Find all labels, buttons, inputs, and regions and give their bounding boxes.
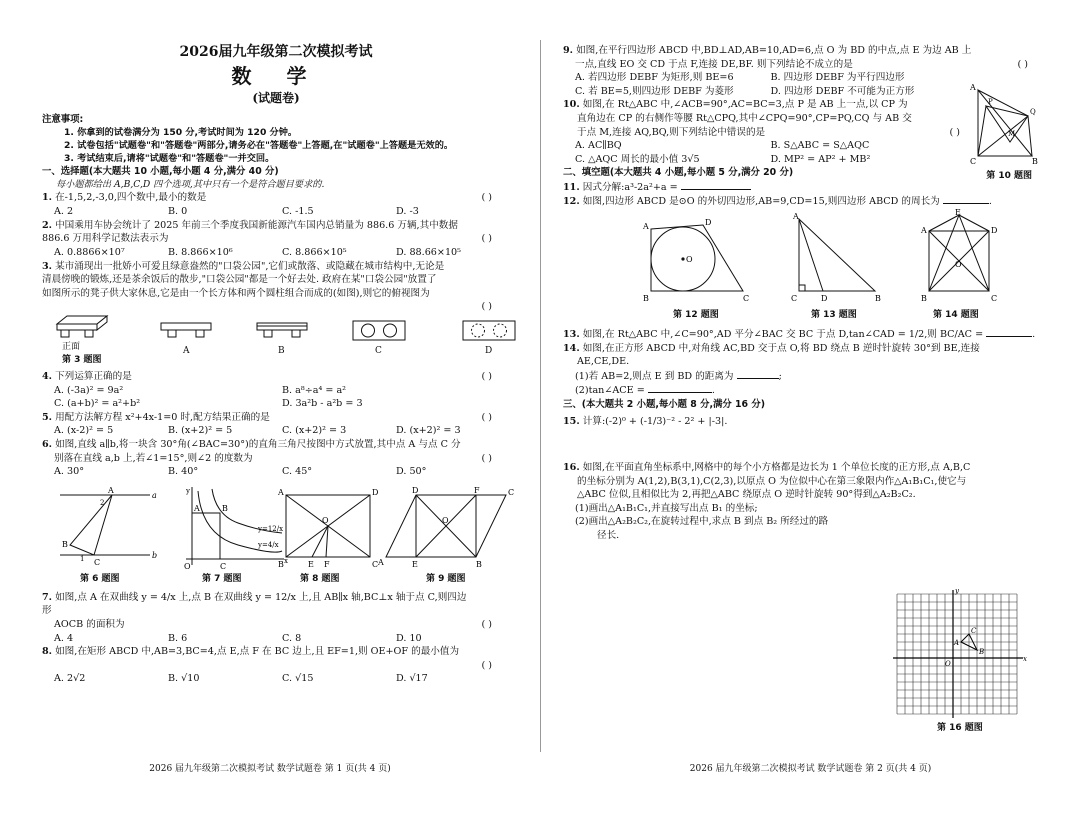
option-b: B. 0 — [168, 206, 188, 218]
answer-blank[interactable] — [737, 369, 779, 379]
option-d: D. MP² = AP² + MB² — [770, 153, 871, 165]
answer-paren: ( ) — [481, 301, 492, 313]
svg-text:C: C — [743, 294, 750, 304]
figure-caption: 第 3 题图 — [62, 354, 102, 365]
option-d: D. 四边形 DEBF 不可能为正方形 — [770, 85, 915, 97]
svg-text:y=4/x: y=4/x — [258, 540, 279, 549]
section-2-heading: 二、填空题(本大题共 4 小题,每小题 5 分,满分 20 分) — [563, 167, 794, 179]
page-footer: 2026 届九年级第二次模拟考试 数学试题卷 第 2 页(共 4 页) — [689, 764, 932, 775]
answer-paren: ( ) — [481, 370, 492, 382]
figure-caption: 第 16 题图 — [937, 723, 983, 733]
question-15: 15. 计算:(-2)⁰ + (-1/3)⁻² - 2² + |-3|. — [563, 416, 728, 428]
question-5: 5. 用配方法解方程 x²+4x-1=0 时,配方结果正确的是 ( ) — [42, 411, 492, 423]
svg-text:y=12/x: y=12/x — [258, 524, 284, 533]
question-5-options — [42, 424, 510, 438]
option-b: B. 8.866×10⁶ — [168, 246, 233, 258]
figure-caption: 第 13 题图 — [811, 310, 857, 321]
svg-text:B: B — [875, 294, 881, 304]
figure-9 — [376, 485, 516, 569]
question-14-part-1: (1)若 AB=2,则点 E 到 BD 的距离为 ; — [575, 370, 782, 382]
answer-blank[interactable] — [648, 383, 712, 393]
choice-c-figure — [352, 320, 406, 342]
notice-item: 1. 你拿到的试卷满分为 150 分,考试时间为 120 分钟。 — [64, 126, 298, 138]
svg-text:C: C — [991, 294, 998, 304]
option-b: B. √10 — [168, 673, 200, 685]
answer-paren: ( ) — [481, 659, 492, 671]
svg-text:E: E — [308, 559, 314, 569]
grid-label: x — [1023, 655, 1027, 663]
option-b: B. S△ABC = S△AQC — [770, 140, 870, 152]
svg-text:A: A — [793, 212, 799, 222]
question-8: 8. 如图,在矩形 ABCD 中,AB=3,BC=4,点 E,点 F 在 BC 边上,且 EF=1,则 OE+OF 的最小值为 — [42, 646, 460, 658]
svg-text:B: B — [476, 559, 482, 569]
figure-13 — [791, 212, 891, 304]
section-3-heading: 三、(本大题共 2 小题,每小题 8 分,满分 16 分) — [563, 399, 765, 411]
figure-6 — [50, 485, 160, 569]
figure-16-grid — [891, 587, 1031, 726]
answer-paren: ( ) — [481, 411, 492, 423]
question-7-options — [42, 632, 510, 646]
option-b: B. a⁸÷a⁴ = a² — [282, 384, 347, 396]
grid-label: B — [979, 648, 985, 656]
svg-text:b: b — [152, 550, 158, 560]
figures-12-14 — [563, 209, 1046, 327]
question-10: 10. 如图,在 Rt△ABC 中,∠ACB=90°,AC=BC=3,点 P 是 AB 上一点,以 CP 为 直角边在 CP 的右侧作等腰 Rt△CPQ,其中∠CPQ=90°,CP=PQ,CQ 与 AB 交 于点 M,连接 AQ,BQ,则下列结论中错误的是 ( ) A. AC∥BQ B. S△ABC = S△AQC C. △AQC 周长的最小值 3√5 D. MP² = AP² + MB² A P Q M C B 第 10 题图 — [563, 98, 1046, 166]
question-14: 14. 如图,在正方形 ABCD 中,对角线 AC,BD 交于点 O,将 BD 绕点 B 逆时针旋转 30°到 BE,连接 — [563, 342, 980, 354]
figure-caption: 第 7 题图 — [202, 573, 242, 584]
svg-text:2: 2 — [100, 498, 105, 507]
question-10-options — [563, 139, 966, 166]
svg-text:a: a — [152, 490, 157, 500]
figure-12 — [643, 218, 753, 304]
option-a: A. 30° — [54, 466, 85, 478]
svg-text:D: D — [412, 485, 419, 495]
svg-text:C: C — [970, 157, 977, 167]
question-4-options — [42, 384, 510, 411]
question-1: 1. 在-1,5,2,-3,0,四个数中,最小的数是 ( ) — [42, 192, 492, 204]
option-a: A. 0.8866×10⁷ — [54, 246, 125, 258]
option-a: A. AC∥BQ — [575, 140, 622, 152]
svg-text:O: O — [322, 515, 329, 525]
paper-type: (试题卷) — [252, 90, 300, 105]
figure-caption: 第 6 题图 — [80, 573, 120, 584]
svg-text:A: A — [921, 226, 927, 236]
svg-text:B: B — [222, 503, 228, 513]
section-1-hint: 每小题都给出 A,B,C,D 四个选项,其中只有一个是符合题目要求的. — [56, 179, 325, 191]
answer-blank[interactable] — [943, 194, 989, 204]
svg-text:B: B — [278, 559, 284, 569]
figure-7 — [178, 485, 288, 571]
svg-text:A: A — [194, 503, 200, 513]
option-c: C. 8.866×10⁵ — [282, 246, 347, 258]
question-14-part-2: (2)tan∠ACE = . — [575, 385, 715, 397]
choice-b-figure — [256, 322, 308, 342]
option-a: A. 2√2 — [54, 673, 86, 685]
option-c: C. 8 — [282, 632, 302, 644]
option-d: D. 3a²b - a²b = 3 — [282, 398, 363, 410]
option-d: D. (x+2)² = 3 — [396, 425, 461, 437]
question-3-figures: 正面 第 3 题图 A B C D — [42, 314, 510, 370]
subject-title: 数 学 — [231, 63, 321, 88]
question-4: 4. 下列运算正确的是 ( ) — [42, 370, 492, 382]
svg-text:A: A — [278, 487, 284, 497]
svg-text:D: D — [821, 294, 828, 304]
answer-blank[interactable] — [681, 180, 751, 190]
svg-text:O: O — [442, 515, 449, 525]
section-1-heading: 一、选择题(本大题共 10 小题,每小题 4 分,满分 40 分) — [42, 166, 279, 178]
option-c: C. 45° — [282, 466, 313, 478]
option-d: D. 88.66×10⁵ — [396, 246, 462, 258]
option-a: A. 4 — [54, 632, 74, 644]
svg-text:O: O — [955, 260, 962, 270]
question-16: 16. 如图,在平面直角坐标系中,网格中的每个小方格都是边长为 1 个单位长度的正方形,点 A,B,C 的坐标分别为 A(1,2),B(3,1),C(2,3),以原点 O 为位似中心在第三象限内作△A₁B₁C₁,使它与 △ABC 位似,且相似比为 2,再把△ABC 绕原点 O 逆时针旋转 90°得到△A₂B₂C₂. (1)画出△A₁B₁C₁,并直接写出点 B₁ 的坐标; (2)画出△A₂B₂C₂,在旋转过程中,求点 B 到点 B₂ 所经过的路 径长. — [563, 462, 971, 542]
svg-text:P: P — [988, 98, 993, 107]
svg-text:B: B — [1032, 157, 1038, 167]
svg-text:D: D — [372, 487, 379, 497]
exam-title: 2026届九年级第二次模拟考试 — [179, 44, 373, 60]
option-c: C. (x+2)² = 3 — [282, 425, 347, 437]
svg-text:C: C — [94, 557, 101, 567]
option-c: C. 若 BE=5,则四边形 DEBF 为菱形 — [575, 85, 734, 97]
figures-6-9 — [42, 479, 515, 591]
option-d: D. 50° — [396, 466, 427, 478]
question-8-options — [42, 672, 510, 686]
answer-paren: ( ) — [481, 192, 492, 204]
option-b: B. 四边形 DEBF 为平行四边形 — [770, 72, 905, 84]
option-b: B. (x+2)² = 5 — [168, 425, 233, 437]
svg-text:Q: Q — [1030, 108, 1036, 117]
svg-text:D: D — [705, 218, 712, 228]
question-13: 13. 如图,在 Rt△ABC 中,∠C=90°,AD 平分∠BAC 交 BC 于点 D,tan∠CAD = 1/2,则 BC/AC = . — [563, 329, 1036, 341]
question-2: 2. 中国乘用车协会统计了 2025 年前三个季度我国新能源汽车国内总销量为 886.6 万辆,其中数据 — [42, 219, 458, 231]
option-d: D. 10 — [396, 632, 422, 644]
svg-text:O: O — [184, 561, 191, 571]
choice-a-figure — [160, 322, 212, 342]
svg-text:A: A — [643, 222, 649, 232]
svg-text:C: C — [220, 561, 227, 571]
figure-14 — [921, 208, 998, 305]
figure-10 — [970, 83, 1042, 167]
question-12: 12. 如图,四边形 ABCD 是⊙O 的外切四边形,AB=9,CD=15,则四边形 ABCD 的周长为 . — [563, 196, 992, 208]
option-c: C. √15 — [282, 673, 314, 685]
answer-paren: ( ) — [481, 619, 492, 631]
figure-8 — [278, 489, 388, 569]
question-6: 6. 如图,直线 a∥b,将一块含 30°角(∠BAC=30°)的直角三角尺按图中方式放置,其中点 A 与点 C 分 — [42, 439, 461, 450]
front-view-label: 正面 — [62, 341, 81, 352]
svg-text:B: B — [921, 294, 927, 304]
figure-caption: 第 14 题图 — [933, 310, 979, 321]
svg-text:y: y — [186, 486, 190, 495]
grid-label: y — [955, 587, 959, 595]
question-9: 9. 如图,在平行四边形 ABCD 中,BD⊥AD,AB=10,AD=6,点 O 为 BD 的中点,点 E 为边 AB 上 — [563, 45, 972, 56]
question-7: 7. 如图,点 A 在双曲线 y = 4/x 上,点 B 在双曲线 y = 12/x 上,且 AB∥x 轴,BC⊥x 轴于点 C,则四边形 — [42, 591, 467, 617]
option-a: A. (x-2)² = 5 — [54, 425, 114, 437]
option-c: C. △AQC 周长的最小值 3√5 — [575, 153, 700, 165]
svg-text:F: F — [474, 485, 480, 495]
option-b: B. 40° — [168, 466, 199, 478]
page-2: 9. 如图,在平行四边形 ABCD 中,BD⊥AD,AB=10,AD=6,点 O 为 BD 的中点,点 E 为边 AB 上 一点,直线 EO 交 CD 于点 F,连接 DE,BF. 则下列结论不成立的是 ( ) A. 若四边形 DEBF 为矩形,则 BE=6 B. 四边形 DEBF 为平行四边形 C. 若 BE=5,则四边形 DEBF 为菱形 D. 四边形 DEBF 不可能为正方形 10. 如图,在 Rt△ABC 中,∠ACB=90°,AC=BC=3,点 P 是 AB 上一点,以 CP 为 直角边在 CP 的右侧作等腰 Rt△CPQ,其中∠CPQ=90°,CP=PQ,CQ 与 AB 交 于点 M,连接 AQ,BQ,则下列结论中错误的是 ( ) A. AC∥BQ B. S△ABC = S△AQC C. △AQC 周长的最小值 3√5 D. MP² = AP² + MB² A P Q M C B 第 10 题图 二、填空题(本大题共 4 小题,每小题 5 分,满分 20 分) 11. 因式分解:a³-2a²+a = 12. 如图,四边形 ABCD 是⊙O 的外切四边形,AB=9,CD=15,则四边形 ABCD 的周长为 . A D O B C 第 12 题图 A C D B 第 13 题图 E A D O B C 第 14 题图 13. 如图,在 Rt△ABC 中,∠C=90°,AD 平分∠BAC 交 BC 于点 D,tan∠CAD = 1/2,则 BC/AC = . 14. 如图,在正方形 ABCD 中,对角线 AC,BD 交于点 O,将 BD 绕点 B 逆时针旋转 30°到 BE,连接 AE,CE,DE. (1)若 AB=2,则点 E 到 BD 的距离为 ; (2)tan∠ACE = . 三、(本大题共 2 小题,每小题 8 分,满分 16 分) 15. 计算:(-2)⁰ + (-1/3)⁻² - 2² + |-3|. 16. 如图,在平面直角坐标系中,网格中的每个小方格都是边长为 1 个单位长度的正方形,点 A,B,C 的坐标分别为 A(1,2),B(3,1),C(2,3),以原点 O 为位似中心在第三象限内作△A₁B₁C₁,使它与 △ABC 位似,且相似比为 2,再把△ABC 绕原点 O 逆时针旋转 90°得到△A₂B₂C₂. (1)画出△A₁B₁C₁,并直接写出点 B₁ 的坐标; (2)画出△A₂B₂C₂,在旋转过程中,求点 B 到点 B₂ 所经过的路 径长. A B C O x y 第 16 题图 2026 届九年级第二次模拟考试 数学试题卷 第 2 页(共 4 页) — [541, 0, 1080, 813]
option-c: C. (a+b)² = a²+b² — [54, 398, 141, 410]
svg-text:B: B — [62, 539, 68, 549]
figure-caption: 第 12 题图 — [673, 310, 719, 321]
svg-text:B: B — [643, 294, 649, 304]
answer-blank[interactable] — [986, 327, 1032, 337]
figure-caption: 第 8 题图 — [300, 573, 340, 584]
grid-label: C — [971, 627, 977, 635]
svg-text:x: x — [284, 556, 288, 565]
question-6-options — [42, 465, 510, 479]
svg-text:E: E — [955, 208, 961, 218]
notice-heading: 注意事项: — [42, 113, 84, 125]
option-b: B. 6 — [168, 632, 188, 644]
figure-caption: 第 9 题图 — [426, 573, 466, 584]
svg-text:C: C — [508, 487, 515, 497]
svg-text:D: D — [991, 226, 998, 236]
option-a: A. 2 — [54, 206, 74, 218]
notice-item: 2. 试卷包括"试题卷"和"答题卷"两部分,请务必在"答题卷"上答题,在"试题卷"上答题是无效的。 — [64, 139, 454, 151]
question-1-options — [42, 205, 510, 219]
svg-text:A: A — [378, 557, 384, 567]
option-d: D. √17 — [396, 673, 428, 685]
option-a: A. 若四边形 DEBF 为矩形,则 BE=6 — [575, 72, 734, 84]
option-a: A. (-3a)² = 9a² — [54, 384, 124, 396]
question-3: 3. 某市涌现出一批娇小可爱且绿意盎然的"口袋公园",它们或散落、或隐藏在城市结构中,无论是 — [42, 260, 445, 272]
svg-text:1: 1 — [80, 554, 85, 563]
question-11: 11. 因式分解:a³-2a²+a = — [563, 180, 1046, 195]
svg-text:M: M — [1008, 130, 1016, 139]
answer-paren: ( ) — [1017, 58, 1028, 70]
question-2-options — [42, 246, 510, 260]
answer-paren: ( ) — [481, 233, 492, 245]
notice-item: 3. 考试结束后,请将"试题卷"和"答题卷"一并交回。 — [64, 153, 275, 164]
option-d: D. -3 — [396, 206, 419, 218]
grid-label: A — [954, 639, 960, 647]
page-1: 2026届九年级第二次模拟考试 数 学 (试题卷) 注意事项: 1. 你拿到的试卷满分为 150 分,考试时间为 120 分钟。 2. 试卷包括"试题卷"和"答题卷"两部分,请务必在"答题卷"上答题,在"试题卷"上答题是无效的。 3. 考试结束后,请将"试题卷"和"答题卷"一并交回。 一、选择题(本大题共 10 小题,每小题 4 分,满分 40 分) 每小题都给出 A,B,C,D 四个选项,其中只有一个是符合题目要求的. 1. 在-1,5,2,-3,0,四个数中,最小的数是 ( ) A. 2 B. 0 C. -1.5 D. -3 2. 中国乘用车协会统计了 2025 年前三个季度我国新能源汽车国内总销量为 886.6 万辆,其中数据 886.6 万用科学记数法表示为 ( ) A. 0.8866×10⁷ B. 8.866×10⁶ C. 8.866×10⁵ D. 88.66×10⁵ 3. 某市涌现出一批娇小可爱且绿意盎然的"口袋公园",它们或散落、或隐藏在城市结构中,无论是 清晨傍晚的锻炼,还是茶余饭后的散步,"口袋公园"都是一个好去处. 政府在某"口袋公园"放置了 如图所示的凳子供大家休息,它是由一个长方体和两个圆柱组合而成的(如图),则它的俯视图为 ( ) 正面 第 3 题图 A B C D 4. 下列运算正确的是 ( ) A. (-3a)² = 9a² B. a⁸÷a⁴ = a² C. (a+b)² = a²+b² D. 3a²b - a²b = 3 5. 用配方法解方程 x²+4x-1=0 时,配方结果正确的是 ( ) A. (x-2)² = 5 B. (x+2)² = 5 C. (x+2)² = 3 D. (x+2)² = 3 6. 如图,直线 a∥b,将一块含 30°角(∠BAC=30°)的直角三角尺按图中方式放置,其中点 A 与点 C 分 别落在直线 a,b 上,若∠1=15°,则∠2 的度数为 ( ) A. 30° B. 40° C. 45° D. 50° A a b B C 2 1 第 6 题图 A B O C y x y=12/x y=4/x 第 7 题图 A D O B E F C 第 8 题图 D F C O A E B 第 9 题图 7. 如图,点 A 在双曲线 y = 4/x 上,点 B 在双曲线 y = 12/x 上,且 AB∥x 轴,BC⊥x 轴于点 C,则四边形 AOCB 的面积为 ( ) A. 4 B. 6 C. 8 D. 10 8. 如图,在矩形 ABCD 中,AB=3,BC=4,点 E,点 F 在 BC 边上,且 EF=1,则 OE+OF 的最小值为 ( ) A. 2√2 B. √10 C. √15 D. √17 2026 届九年级第二次模拟考试 数学试题卷 第 1 页(共 4 页) — [0, 0, 540, 813]
svg-text:F: F — [324, 559, 330, 569]
svg-text:C: C — [372, 559, 379, 569]
svg-text:E: E — [412, 559, 418, 569]
answer-paren: ( ) — [949, 126, 960, 138]
grid-label: O — [945, 660, 951, 668]
figure-caption: 第 10 题图 — [986, 171, 1032, 182]
svg-text:A: A — [970, 83, 976, 93]
choice-d-figure — [462, 320, 516, 342]
svg-text:C: C — [791, 294, 798, 304]
page-footer: 2026 届九年级第二次模拟考试 数学试题卷 第 1 页(共 4 页) — [149, 764, 391, 775]
svg-text:O: O — [686, 255, 693, 265]
svg-text:A: A — [108, 485, 114, 495]
answer-paren: ( ) — [481, 452, 492, 464]
stool-3d-figure — [52, 316, 112, 346]
option-c: C. -1.5 — [282, 206, 314, 218]
